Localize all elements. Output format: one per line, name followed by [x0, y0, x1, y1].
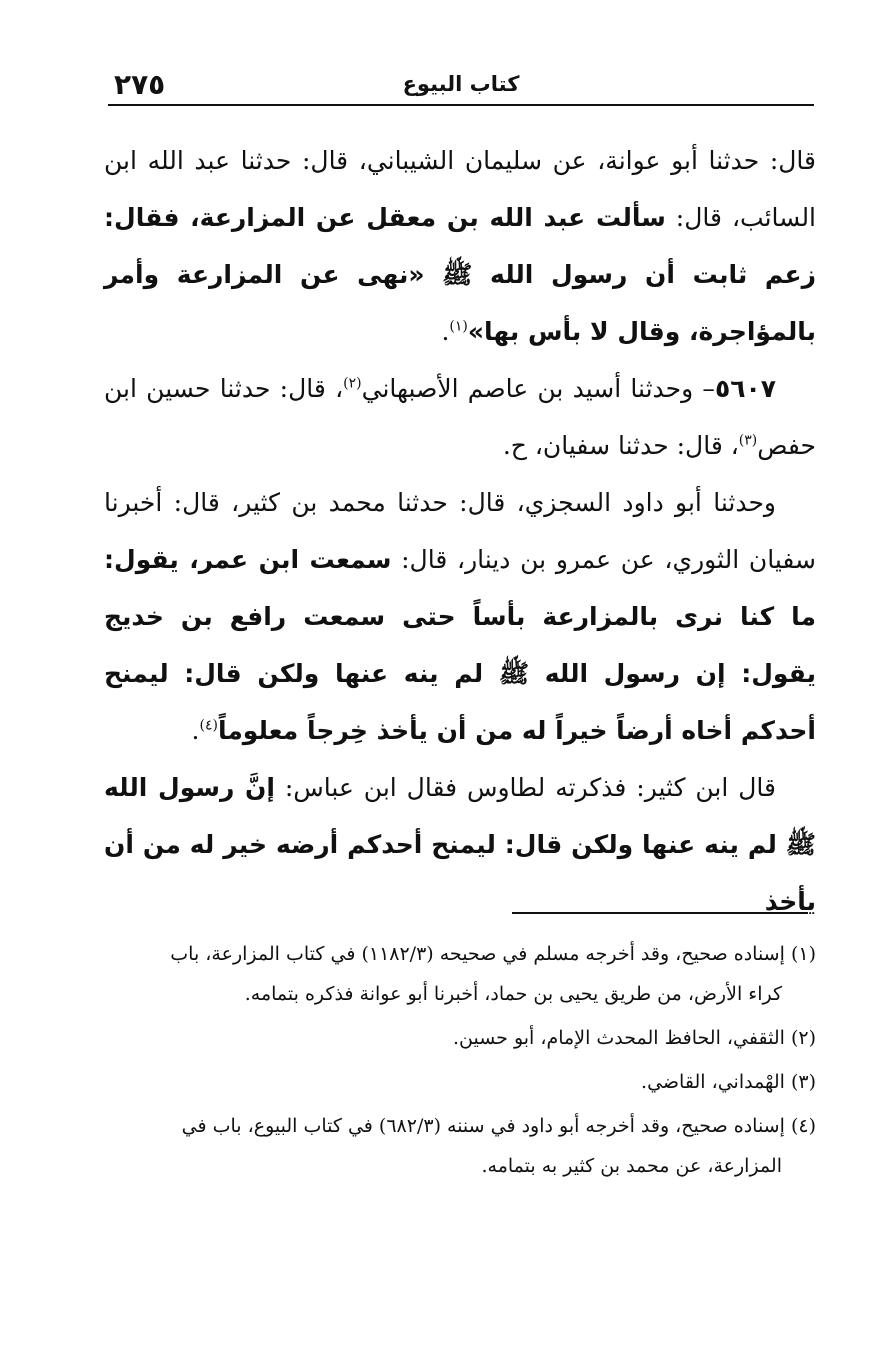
footnote-ref-2: (٢): [343, 375, 362, 392]
paragraph-3-chain: وحدثنا أبو داود السجزي، قال: حدثنا محمد بن كثير، قال: أخبرنا سفيان الثوري، عن عمرو بن دينار، قال:: [104, 488, 816, 574]
footnote-2-text: الثقفي، الحافظ المحدث الإمام، أبو حسين.: [452, 1027, 785, 1049]
paragraph-1-end: .: [441, 317, 450, 346]
paragraph-1: [104, 132, 816, 360]
footnote-4-text: إسناده صحيح، وقد أخرجه أبو داود في سننه (٦٨٢/٣) في كتاب البيوع، باب في: [181, 1115, 785, 1137]
main-text: [104, 132, 816, 930]
page-header: [108, 64, 814, 106]
footnote-1-number: (١): [790, 943, 816, 965]
footnote-2: [104, 1018, 816, 1058]
footnote-1-text: إسناده صحيح، وقد أخرجه مسلم في صحيحه (١١٨٢/٣) في كتاب المزارعة، باب: [170, 943, 785, 965]
footnote-3: [104, 1062, 816, 1102]
paragraph-4-intro: قال ابن كثير: فذكرته لطاوس فقال ابن عباس:: [274, 773, 776, 802]
footnote-4-continuation: المزارعة، عن محمد بن كثير به بتمامه.: [481, 1155, 782, 1177]
paragraph-4-hadith: إنَّ رسول الله ﷺ لم ينه عنها ولكن قال: ليمنح أحدكم أرضه خير له من أن يأخذ: [104, 773, 816, 916]
paragraph-2-part-a: – وحدثنا أسيد بن عاصم الأصبهاني: [361, 374, 715, 403]
paragraph-3-end: .: [191, 716, 200, 745]
footnote-2-number: (٢): [790, 1027, 816, 1049]
paragraph-3: [104, 474, 816, 759]
footnote-4: [104, 1106, 816, 1186]
hadith-number: ٥٦٠٧: [714, 374, 776, 403]
footnote-1-continuation: كراء الأرض، من طريق يحيى بن حماد، أخبرنا أبو عوانة فذكره بتمامه.: [244, 983, 782, 1005]
paragraph-1-chain: قال: حدثنا أبو عوانة، عن سليمان الشيباني، قال: حدثنا عبد الله ابن السائب، قال:: [104, 146, 817, 232]
footnote-4-number: (٤): [790, 1115, 816, 1137]
paragraph-2-part-b: ، قال: حدثنا حسين ابن حفص: [104, 374, 816, 460]
paragraph-4: [104, 759, 816, 930]
footnote-1: [104, 934, 816, 1014]
footnote-divider: [512, 912, 808, 914]
footnotes: [104, 934, 816, 1190]
paragraph-3-hadith: سمعت ابن عمر، يقول: ما كنا نرى بالمزارعة بأساً حتى سمعت رافع بن خديج يقول: إن رسول الله ﷺ لم ينه عنها ولكن قال: ليمنح أحدكم أخاه أرضاً خيراً له من أن يأخذ خِرجاً معلوماً: [104, 545, 816, 745]
page-number: ٢٧٥: [114, 68, 166, 101]
footnote-3-number: (٣): [790, 1071, 816, 1093]
paragraph-2: [104, 360, 816, 474]
footnote-ref-3: (٣): [738, 432, 758, 449]
paragraph-1-hadith: سألت عبد الله بن معقل عن المزارعة، فقال: زعم ثابت أن رسول الله ﷺ «نهى عن المزارعة وأمر بالمؤاجرة، وقال لا بأس بها»: [104, 203, 816, 346]
footnote-ref-4: (٤): [199, 717, 218, 734]
footnote-ref-1: (١): [449, 318, 468, 335]
footnote-3-text: الهْمداني، القاضي.: [641, 1071, 785, 1093]
paragraph-2-part-c: ، قال: حدثنا سفيان، ح.: [502, 431, 739, 460]
running-title: كتاب البيوع: [402, 72, 520, 96]
